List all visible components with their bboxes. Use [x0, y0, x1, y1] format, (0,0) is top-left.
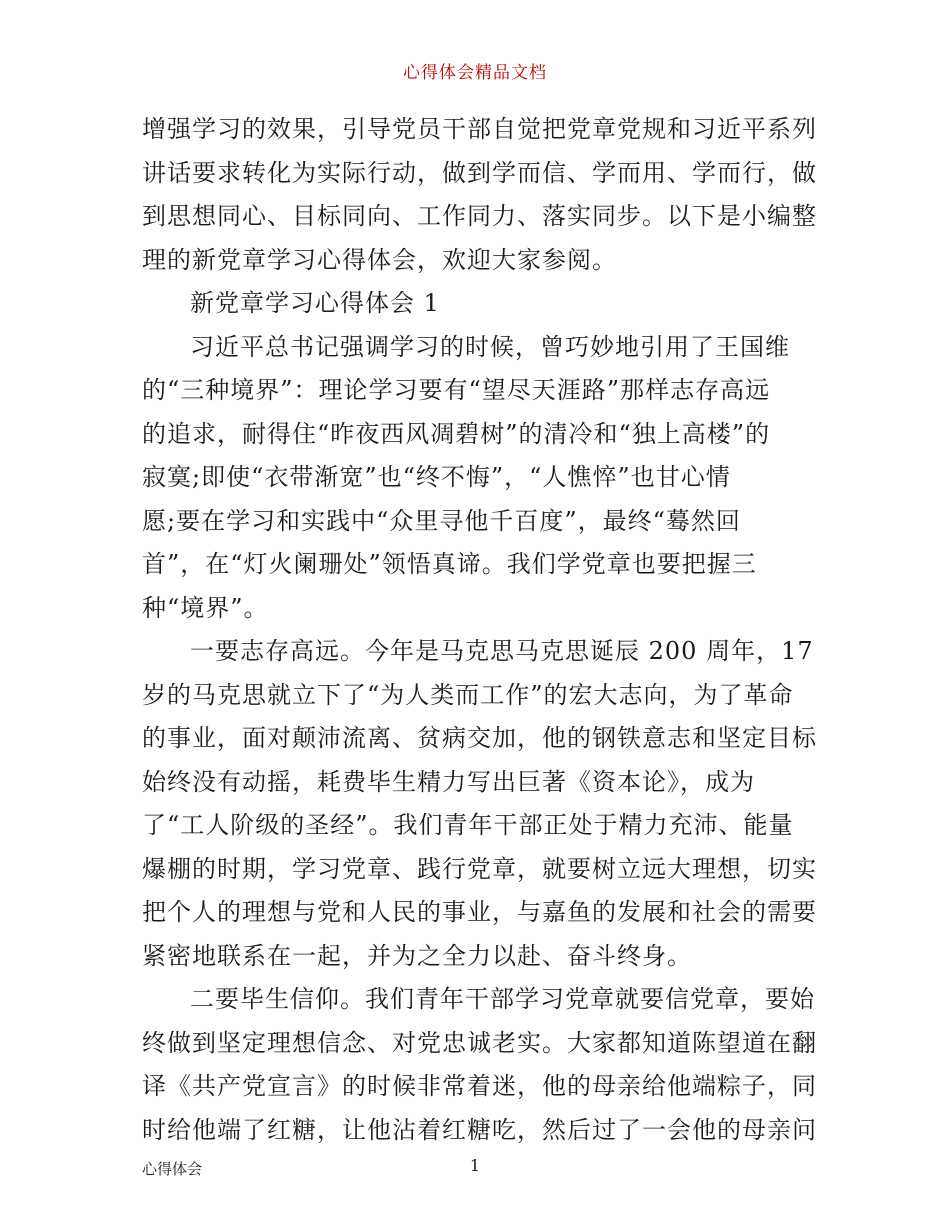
text-line: 的追求，耐得住“昨夜西风凋碧树”的清冷和“独上高楼”的 — [142, 419, 771, 448]
text-line: 了“工人阶级的圣经”。我们青年干部正处于精力充沛、能量 — [142, 811, 794, 839]
text-line: 岁的马克思就立下了“为人类而工作”的宏大志向，为了革命 — [142, 680, 794, 709]
page-number: 1 — [469, 1156, 481, 1175]
text-line: 译《共产党宣言》的时候非常着迷，他的母亲给他端粽子，同 — [142, 1072, 817, 1100]
text-line: 始终没有动摇，耗费毕生精力写出巨著《资本论》，成为 — [142, 767, 755, 796]
text-line: 时给他端了红糖，让他沾着红糖吃，然后过了一会他的母亲问 — [142, 1115, 817, 1144]
footer-label: 心得体会 — [142, 1160, 203, 1178]
text-line: 增强学习的效果，引导党员干部自觉把党章党规和习近平系列 — [142, 115, 817, 143]
text-line: 终做到坚定理想信念、对党忠诚老实。大家都知道陈望道在翻 — [142, 1028, 817, 1057]
document-header-title: 心得体会精品文档 — [403, 63, 547, 83]
text-line: 理的新党章学习心得体会，欢迎大家参阅。 — [142, 245, 617, 274]
document-body — [142, 108, 817, 1152]
text-line: 寂寞;即使“衣带渐宽”也“终不悔”，“人憔悴”也甘心情 — [142, 463, 731, 491]
text-line: 二要毕生信仰。我们青年干部学习党章就要信党章，要始 — [190, 985, 815, 1013]
text-line: 紧密地联系在一起，并为之全力以赴、奋斗终身。 — [142, 941, 692, 970]
text-line: 到思想同心、目标同向、工作同力、落实同步。以下是小编整 — [142, 202, 817, 230]
text-line: 愿;要在学习和实践中“众里寻他千百度”，最终“蓦然回 — [142, 506, 741, 535]
text-line: 的“三种境界”：理论学习要有“望尽天涯路”那样志存高远 — [142, 376, 771, 404]
text-line: 的事业，面对颠沛流离、贫病交加，他的钢铁意志和坚定目标 — [142, 724, 817, 752]
text-line: 爆棚的时期，学习党章、践行党章，就要树立远大理想，切实 — [142, 854, 817, 883]
text-line: 一要志存高远。今年是马克思马克思诞辰 200 周年，17 — [190, 637, 814, 665]
text-line: 讲话要求转化为实际行动，做到学而信、学而用、学而行，做 — [142, 158, 817, 187]
text-line: 首”，在“灯火阑珊处”领悟真谛。我们学党章也要把握三 — [142, 550, 757, 578]
text-line: 种“境界”。 — [142, 593, 269, 622]
text-line: 习近平总书记强调学习的时候，曾巧妙地引用了王国维 — [190, 332, 790, 361]
text-line: 把个人的理想与党和人民的事业，与嘉鱼的发展和社会的需要 — [142, 898, 817, 926]
section-heading: 新党章学习心得体会 1 — [190, 289, 440, 317]
